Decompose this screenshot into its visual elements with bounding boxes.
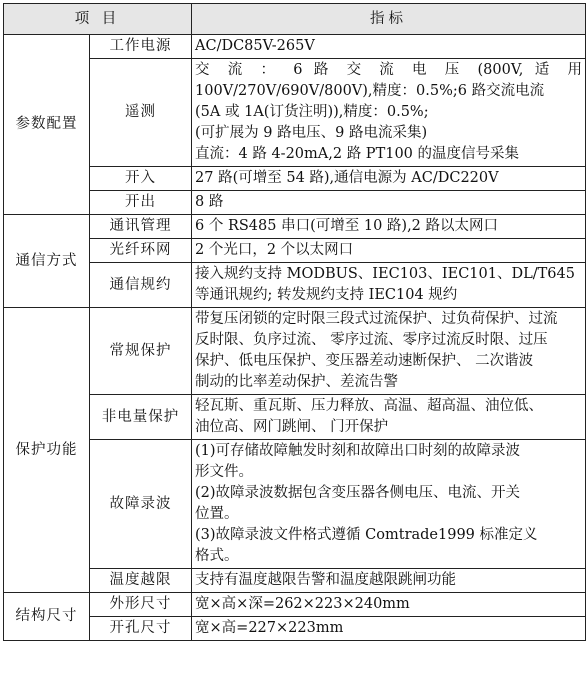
value-line: 100V/270V/690V/800V),精度：0.5%;6 路交流电流 (195, 83, 545, 99)
item-label: 温度越限 (90, 569, 192, 593)
item-value (192, 263, 586, 308)
value-line: 格式。 (195, 548, 239, 564)
item-label: 通信规约 (90, 263, 192, 308)
table-row (4, 263, 586, 308)
table-row (4, 215, 586, 239)
item-value (192, 59, 586, 167)
value-line: 位置。 (195, 506, 239, 522)
value-line: (1)可存储故障触发时刻和故障出口时刻的故障录波 (195, 443, 521, 459)
item-value (192, 308, 586, 395)
value-line: 6 个 RS485 串口(可增至 10 路),2 路以太网口 (195, 218, 499, 234)
table-row (4, 569, 586, 593)
value-line: (3)故障录波文件格式遵循 Comtrade1999 标准定义 (195, 527, 538, 543)
item-label: 开出 (90, 191, 192, 215)
value-line: 反时限、负序过流、 零序过流、零序过流反时限、过压 (195, 332, 548, 348)
value-line: 宽×高×深=262×223×240mm (195, 596, 410, 612)
table-row (4, 617, 586, 641)
item-label: 非电量保护 (90, 395, 192, 440)
value-line: 交 流 ： 6 路 交 流 电 压 (800V, 适 用 (195, 62, 583, 78)
table-row (4, 167, 586, 191)
item-value (192, 440, 586, 569)
value-line: 直流：4 路 4-20mA,2 路 PT100 的温度信号采集 (195, 146, 520, 162)
table-row (4, 59, 586, 167)
table-row (4, 440, 586, 569)
value-line: 带复压闭锁的定时限三段式过流保护、过负荷保护、过流 (195, 311, 558, 327)
item-label: 开入 (90, 167, 192, 191)
value-line: 等通讯规约; 转发规约支持 IEC104 规约 (195, 287, 458, 303)
value-line: 轻瓦斯、重瓦斯、压力释放、高温、超高温、油位低、 (195, 398, 544, 414)
item-value (192, 35, 586, 59)
item-value (192, 167, 586, 191)
category-cell: 参数配置 (4, 35, 90, 215)
item-label: 故障录波 (90, 440, 192, 569)
value-line: 27 路(可增至 54 路),通信电源为 AC/DC220V (195, 170, 499, 186)
value-line: 接入规约支持 MODBUS、IEC103、IEC101、DL/T645 (195, 266, 575, 282)
table-row (4, 239, 586, 263)
value-line: 8 路 (195, 194, 224, 210)
header-spec: 指标 (192, 4, 586, 35)
value-line: 形文件。 (195, 464, 254, 480)
item-label: 遥测 (90, 59, 192, 167)
item-label: 通讯管理 (90, 215, 192, 239)
table-row (4, 395, 586, 440)
table-row (4, 191, 586, 215)
item-label: 工作电源 (90, 35, 192, 59)
item-label: 光纤环网 (90, 239, 192, 263)
value-line: 制动的比率差动保护、差流告警 (195, 374, 399, 390)
value-line: (5A 或 1A(订货注明)),精度：0.5%; (195, 104, 429, 120)
value-line: 支持有温度越限告警和温度越限跳闸功能 (195, 572, 457, 588)
table-row (4, 308, 586, 395)
spec-table-container (3, 3, 585, 641)
value-line: 保护、低电压保护、变压器差动速断保护、 二次谐波 (195, 353, 534, 369)
value-line: (可扩展为 9 路电压、9 路电流采集) (195, 125, 428, 141)
table-header-row (4, 4, 586, 35)
item-label: 外形尺寸 (90, 593, 192, 617)
item-value (192, 215, 586, 239)
spec-table (3, 3, 586, 641)
item-label: 开孔尺寸 (90, 617, 192, 641)
header-item: 项 目 (4, 4, 192, 35)
value-line: (2)故障录波数据包含变压器各侧电压、电流、开关 (195, 485, 521, 501)
value-line: 油位高、网门跳闸、 门开保护 (195, 419, 389, 435)
value-line: 2 个光口，2 个以太网口 (195, 242, 354, 258)
category-cell: 结构尺寸 (4, 593, 90, 641)
category-cell: 通信方式 (4, 215, 90, 308)
table-row (4, 593, 586, 617)
item-label: 常规保护 (90, 308, 192, 395)
category-cell: 保护功能 (4, 308, 90, 593)
item-value (192, 617, 586, 641)
item-value (192, 593, 586, 617)
value-line: 宽×高=227×223mm (195, 620, 344, 636)
table-row (4, 35, 586, 59)
item-value (192, 395, 586, 440)
value-line: AC/DC85V-265V (195, 38, 315, 54)
item-value (192, 239, 586, 263)
item-value (192, 191, 586, 215)
item-value (192, 569, 586, 593)
